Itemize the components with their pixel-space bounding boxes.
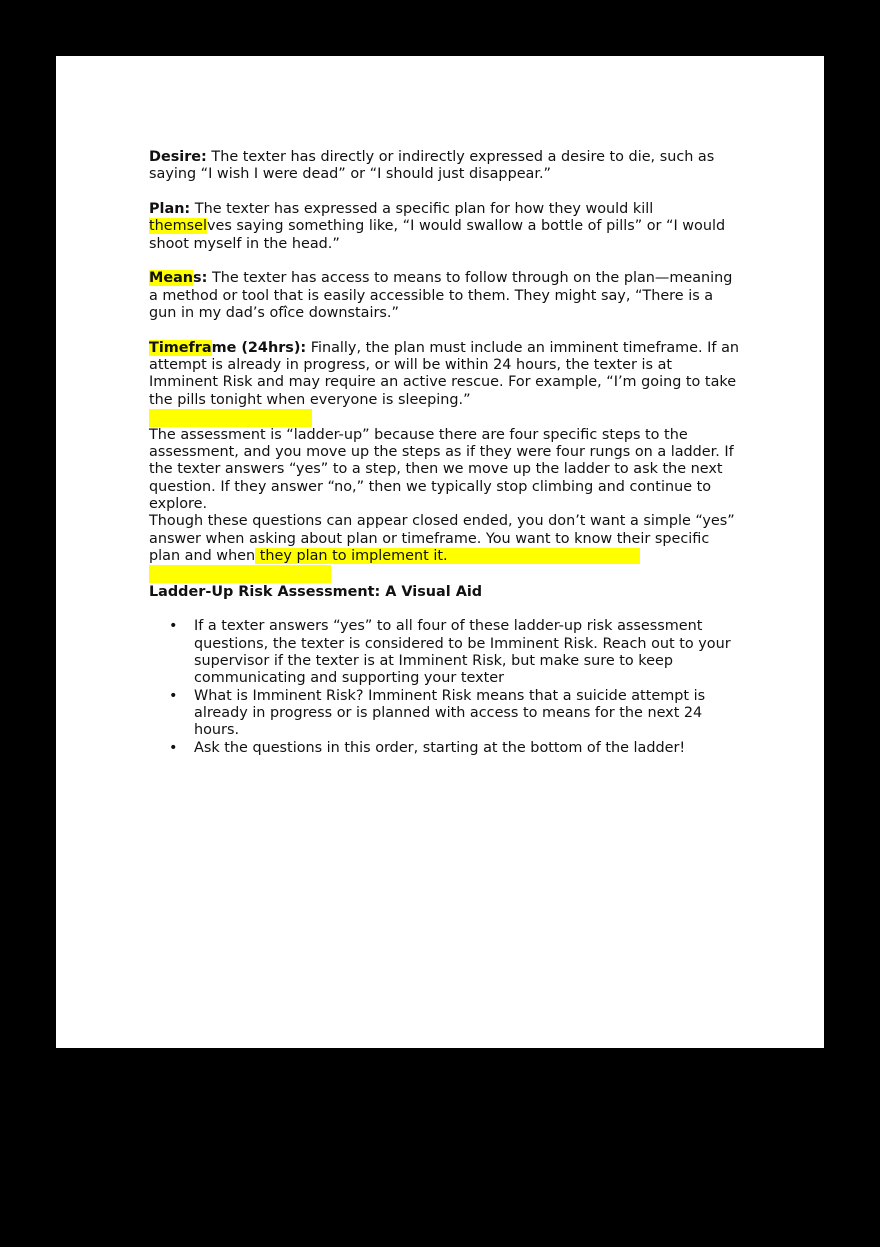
closed-ended-text: Though these questions can appear closed ended, you don’t want a simple “yes” answer when asking about plan or timeframe. You want to know their specific plan and when bbox=[149, 513, 735, 564]
closed-ended-highlight: they plan to implement it. bbox=[255, 548, 639, 564]
bullet-item bbox=[149, 688, 739, 740]
bullet-icon: • bbox=[169, 618, 178, 635]
bullet-text: What is Imminent Risk? Imminent Risk means that a suicide attempt is already in progress or is planned with access to means for the next 24 hours. bbox=[194, 687, 706, 739]
empty-highlight-line bbox=[149, 409, 312, 426]
bullet-text: Ask the questions in this order, starting at the bottom of the ladder! bbox=[194, 739, 686, 756]
bullet-text: If a texter answers “yes” to all four of these ladder-up risk assessment questions, the texter is considered to be Imminent Risk. Reach out to your supervisor if the texter is at Imminent Risk, but make sure to keep communicating and supporting your texter bbox=[194, 618, 731, 687]
means-term-highlight: Mean bbox=[149, 270, 194, 287]
closed-ended-paragraph bbox=[149, 513, 739, 565]
empty-highlight-line-2 bbox=[149, 565, 331, 582]
document-body bbox=[149, 149, 739, 757]
timeframe-text: Finally, the plan must include an imminent timeframe. If an attempt is already in progress, or will be within 24 hours, the texter is at Imminent Risk and may require an active rescue. For example, “I’m going to take the pills tonight when everyone is sleeping.” bbox=[149, 339, 740, 408]
bullet-icon: • bbox=[169, 687, 178, 704]
timeframe-term bbox=[149, 340, 306, 356]
bullet-item bbox=[149, 618, 739, 687]
plan-text: The texter has expressed a specific plan for how they would kill bbox=[190, 201, 654, 218]
means-term bbox=[149, 270, 207, 286]
plan-text-rest: ves saying something like, “I would swallow a bottle of pills” or “I would shoot myself in the head.” bbox=[149, 218, 726, 252]
timeframe-term-highlight: Timefra bbox=[149, 339, 212, 356]
plan-paragraph bbox=[149, 201, 739, 253]
timeframe-term-rest: me (24hrs): bbox=[211, 339, 307, 356]
means-text: The texter has access to means to follow through on the plan—meaning a method or tool that is easily accessible to them. They might say, “There is a gun in my dad’s ofîce downstairs.” bbox=[149, 270, 733, 322]
desire-term: Desire: bbox=[149, 149, 207, 165]
desire-paragraph bbox=[149, 149, 739, 184]
timeframe-paragraph bbox=[149, 340, 739, 409]
bullet-list bbox=[149, 618, 739, 757]
bullet-item bbox=[149, 740, 739, 757]
plan-highlight: themsel bbox=[149, 218, 207, 235]
bullet-icon: • bbox=[169, 739, 178, 756]
desire-text: The texter has directly or indirectly expressed a desire to die, such as saying “I wish I were dead” or “I should just disappear.” bbox=[149, 149, 715, 183]
section-heading: Ladder-Up Risk Assessment: A Visual Aid bbox=[149, 583, 483, 600]
means-paragraph bbox=[149, 270, 739, 322]
ladder-paragraph: The assessment is “ladder-up” because there are four specific steps to the assessment, and you move up the steps as if they were four rungs on a ladder. If the texter answers “yes” to a step, then we move up the ladder to ask the next question. If they answer “no,” then we typically stop climbing and continue to explore. bbox=[149, 426, 734, 512]
document-page bbox=[56, 56, 824, 1048]
means-term-rest: s: bbox=[193, 270, 208, 287]
plan-term: Plan: bbox=[149, 201, 191, 218]
